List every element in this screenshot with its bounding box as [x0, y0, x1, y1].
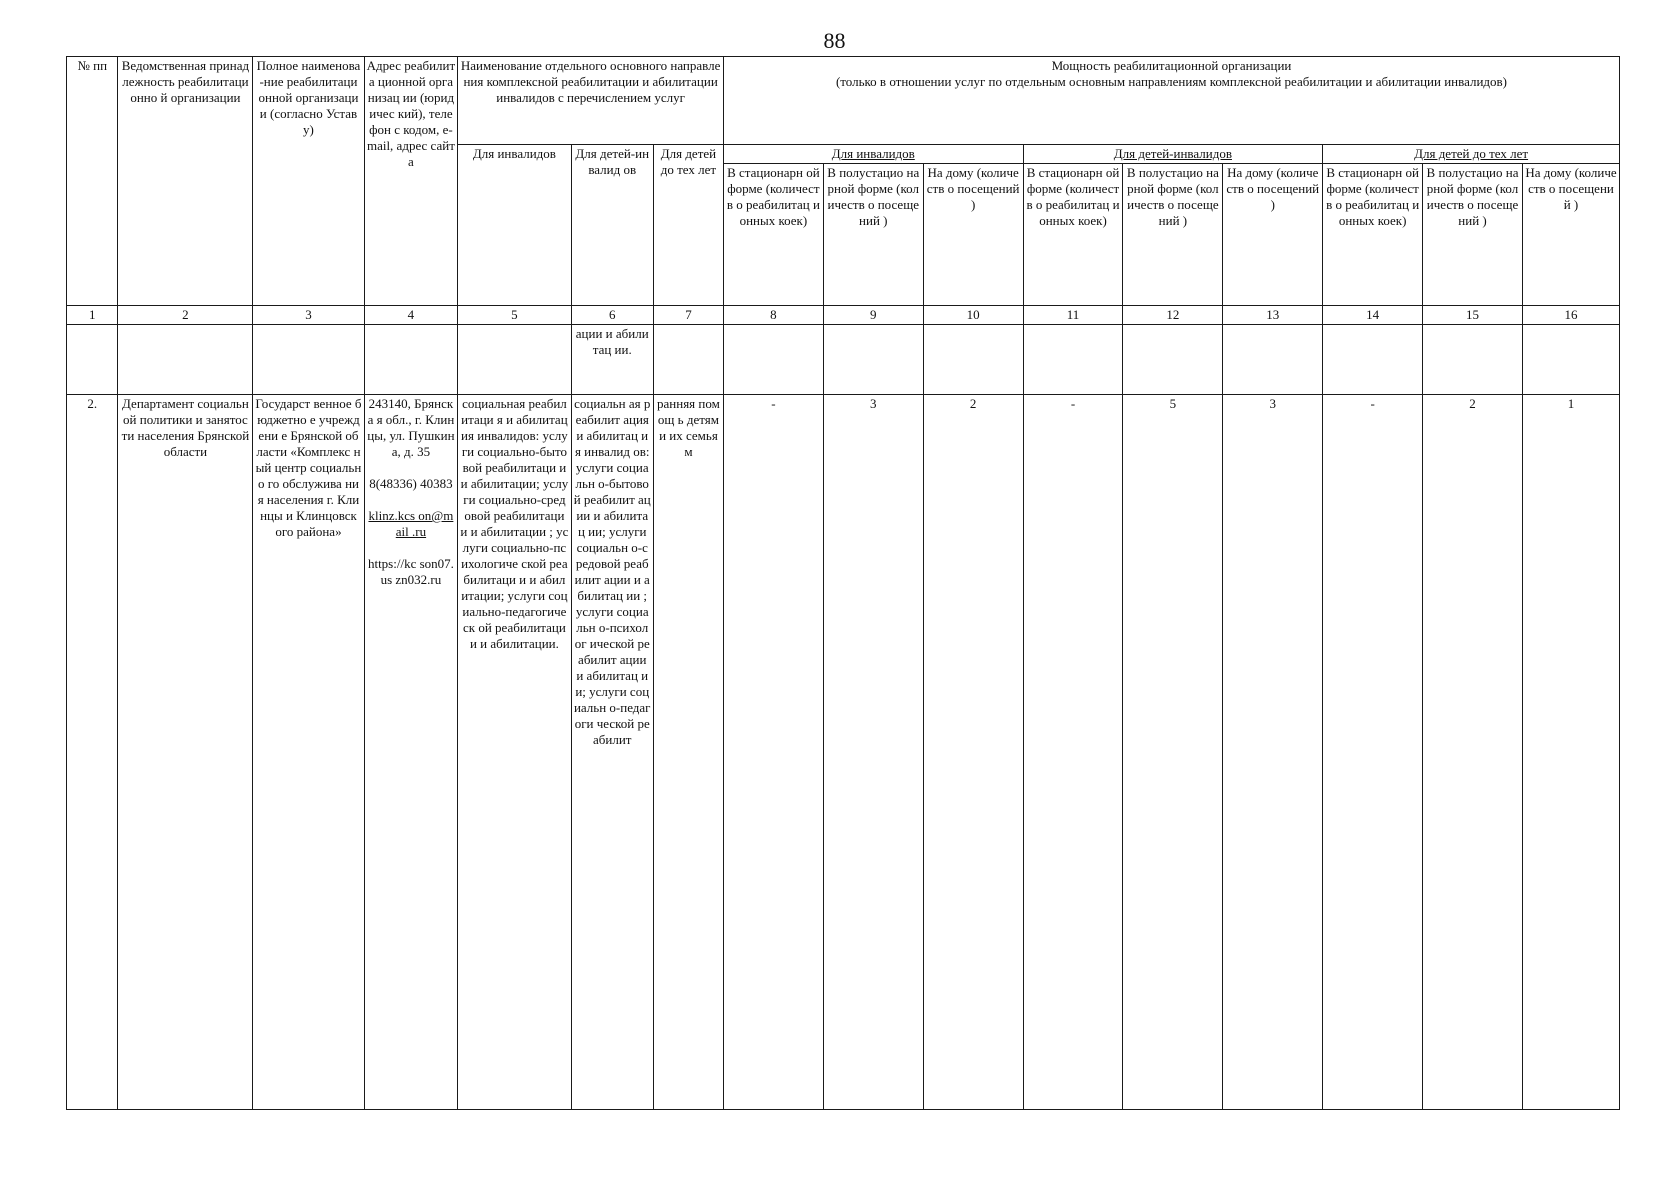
column-number: 9	[823, 306, 923, 325]
empty-cell	[118, 325, 253, 395]
empty-cell	[1323, 325, 1423, 395]
rehabilitation-organizations-table	[66, 56, 1620, 1110]
empty-cell	[1123, 325, 1223, 395]
empty-cell	[1522, 325, 1619, 395]
table-row	[67, 395, 1620, 1110]
header-group-children-under3: Для детей до тех лет	[1323, 145, 1620, 164]
capacity-value: -	[723, 395, 823, 1110]
header-inpatient: В стационарн ой форме (количеств о реабилитац ионных коек)	[723, 164, 823, 306]
column-number: 3	[253, 306, 364, 325]
column-number: 14	[1323, 306, 1423, 325]
empty-cell	[923, 325, 1023, 395]
direction-under3-cell: ранняя помощ ь детям и их семьям	[653, 395, 723, 1110]
header-group-disabled: Для инвалидов	[723, 145, 1023, 164]
header-number: № пп	[67, 57, 118, 306]
column-number: 16	[1522, 306, 1619, 325]
empty-cell	[723, 325, 823, 395]
capacity-value: 2	[1423, 395, 1523, 1110]
column-number: 6	[571, 306, 653, 325]
capacity-value: 1	[1522, 395, 1619, 1110]
header-semi-inpatient: В полустацио нарной форме (количеств о посещений )	[823, 164, 923, 306]
column-number: 4	[364, 306, 458, 325]
column-number: 8	[723, 306, 823, 325]
header-department: Ведомственная принадлежность реабилитационно й организации	[118, 57, 253, 306]
capacity-value: 5	[1123, 395, 1223, 1110]
header-at-home: На дому (количеств о посещений )	[923, 164, 1023, 306]
direction-children-disabled-cell: социальн ая реабилит ация и абилитац ия инвалид ов: услуги социальн о-бытовой реабилит ации и абилитац ии; услуги социальн о-средовой реабилит ации и абилитац ии ; услуги социальн о-психолог ической реабилит ации и абилитац ии; услуги социальн о-педагоги ческой реабилит	[571, 395, 653, 1110]
header-directions-group: Наименование отдельного основного направления комплексной реабилитации и абилитации инвалидов с перечислением услуг	[458, 57, 724, 145]
empty-cell	[364, 325, 458, 395]
empty-cell	[653, 325, 723, 395]
empty-cell	[1023, 325, 1123, 395]
capacity-value: 2	[923, 395, 1023, 1110]
page-number: 88	[823, 28, 846, 53]
empty-cell	[1223, 325, 1323, 395]
header-dir-children-under3: Для детей до тех лет	[653, 145, 723, 306]
empty-cell	[458, 325, 571, 395]
header-group-children-disabled: Для детей-инвалидов	[1023, 145, 1323, 164]
column-number: 12	[1123, 306, 1223, 325]
header-semi-inpatient: В полустацио нарной форме (количеств о посещений )	[1123, 164, 1223, 306]
direction-disabled-cell: социальная реабилитаци я и абилитация инвалидов: услуги социально-бытовой реабилитаци и и абилитации; услуги социально-средовой реабилитаци и и абилитации ; услуги социально-психологиче ской реабилитаци и и абилитации; услуги социально-педагогическ ой реабилитаци и и абилитации.	[458, 395, 571, 1110]
column-number: 15	[1423, 306, 1523, 325]
capacity-value: 3	[1223, 395, 1323, 1110]
header-at-home: На дому (количеств о посещений )	[1522, 164, 1619, 306]
capacity-subtitle: (только в отношении услуг по отдельным основным направлениям комплексной реабилитации и абилитации инвалидов)	[835, 74, 1508, 89]
address: 243140, Брянска я обл., г. Клинцы, ул. Пушкин а, д. 35	[367, 396, 455, 459]
capacity-value: -	[1323, 395, 1423, 1110]
header-semi-inpatient: В полустацио нарной форме (количеств о посещений )	[1423, 164, 1523, 306]
row-number: 2.	[67, 395, 118, 1110]
column-number: 7	[653, 306, 723, 325]
column-number: 13	[1223, 306, 1323, 325]
column-number: 2	[118, 306, 253, 325]
empty-cell	[823, 325, 923, 395]
department-cell: Департамент социальной политики и занятости населения Брянской области	[118, 395, 253, 1110]
header-address: Адрес реабилита ционной организац ии (юридичес кий), телефон с кодом, е-mail, адрес сайта	[364, 57, 458, 306]
header-inpatient: В стационарн ой форме (количеств о реабилитац ионных коек)	[1023, 164, 1123, 306]
capacity-value: -	[1023, 395, 1123, 1110]
organization-name-cell: Государст венное бюджетно е учреждени е Брянской области «Комплекс ный центр социально го обслужива ния населения г. Клинцы и Клинцовск ого района»	[253, 395, 364, 1110]
address-cell	[364, 395, 458, 1110]
website: https://kc son07.us zn032.ru	[367, 556, 454, 587]
phone: 8(48336) 40383	[369, 476, 453, 491]
continuation-row	[67, 325, 1620, 395]
empty-cell	[253, 325, 364, 395]
continuation-text: ации и абилитац ии.	[571, 325, 653, 395]
column-number-row	[67, 306, 1620, 325]
header-capacity	[723, 57, 1619, 145]
header-dir-children-disabled: Для детей-инвалид ов	[571, 145, 653, 306]
capacity-title: Мощность реабилитационной организации	[1051, 58, 1292, 73]
capacity-value: 3	[823, 395, 923, 1110]
column-number: 5	[458, 306, 571, 325]
empty-cell	[1423, 325, 1523, 395]
column-number: 1	[67, 306, 118, 325]
header-inpatient: В стационарн ой форме (количеств о реабилитац ионных коек)	[1323, 164, 1423, 306]
column-number: 10	[923, 306, 1023, 325]
column-number: 11	[1023, 306, 1123, 325]
email-link[interactable]: klinz.kcs on@mail .ru	[368, 508, 454, 539]
empty-cell	[67, 325, 118, 395]
header-org-name: Полное наименова-ние реабилитаци онной организации (согласно Уставу)	[253, 57, 364, 306]
header-dir-disabled: Для инвалидов	[458, 145, 571, 306]
header-at-home: На дому (количеств о посещений )	[1223, 164, 1323, 306]
